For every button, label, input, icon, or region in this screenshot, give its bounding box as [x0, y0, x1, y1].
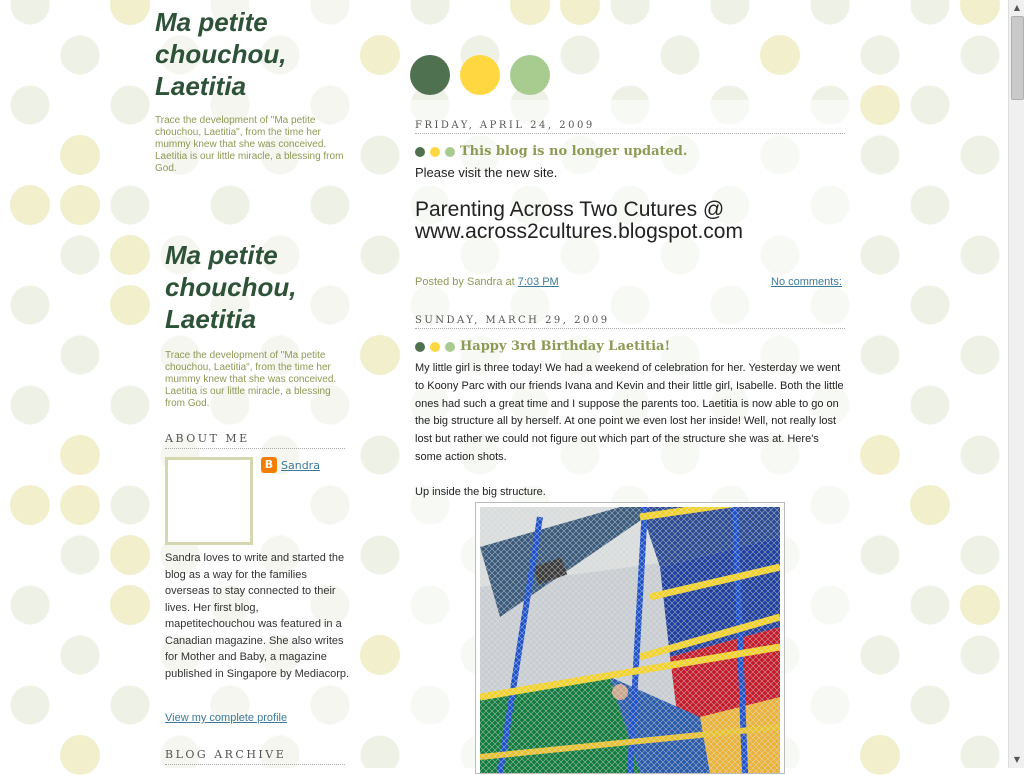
scroll-up-arrow-icon[interactable]: ▲ [1013, 3, 1021, 12]
bg-dot [760, 35, 800, 75]
bg-dot [110, 285, 150, 325]
bg-dot [10, 185, 50, 225]
title-dot-light-icon [445, 147, 455, 157]
post-body-line: Please visit the new site. [415, 165, 558, 180]
bg-dot [10, 485, 50, 525]
profile-avatar[interactable] [165, 457, 253, 545]
photo-caption: Up inside the big structure. [415, 486, 546, 498]
post-body: My little girl is three today! We had a weekend of celebration for her. Yesterday we went to Koony Parc with our friends Ivana and Kevin and their little girl, Isabelle. Both the little ones had such a great time and I suppose the parents too. Laetitia is now able to go on the big structure all by herself. At one point we even lost her inside! Well, not really lost lost but rather we could not figure out which part of the structure she was at. Here's some action shots. [415, 362, 844, 463]
header-dot-dark-green [410, 55, 450, 95]
play-structure-photo[interactable] [480, 507, 780, 773]
title-dot-yellow-icon [430, 147, 440, 157]
bg-dot [60, 185, 100, 225]
comments-link[interactable]: No comments: [771, 276, 842, 288]
bg-dot [110, 535, 150, 575]
bg-dot [910, 485, 950, 525]
post-footer [415, 276, 559, 288]
bg-dot [60, 135, 100, 175]
about-text: Sandra loves to write and started the blog as a way for the families overseas to stay connected to their lives. Her first blog, mapetitechouchou was featured in a Canadian magazine. She also writes for Mother and Baby, a magazine published in Singapore by Mediacorp. [165, 552, 350, 680]
post-title[interactable]: This blog is no longer updated. [460, 144, 688, 159]
bg-dot [860, 735, 900, 775]
scrollbar-thumb[interactable] [1011, 16, 1024, 100]
header-dot-yellow [460, 55, 500, 95]
bg-dot [860, 435, 900, 475]
view-profile-link[interactable]: View my complete profile [165, 712, 288, 724]
post-date-header: SUNDAY, MARCH 29, 2009 [415, 315, 845, 329]
post-title[interactable]: Happy 3rd Birthday Laetitia! [460, 339, 671, 354]
title-dot-dark-icon [415, 342, 425, 352]
bg-dot [360, 635, 400, 675]
title-dot-dark-icon [415, 147, 425, 157]
bg-dot [60, 735, 100, 775]
post-time-link[interactable]: 7:03 PM [517, 276, 559, 288]
profile-name-link[interactable]: Sandra [281, 459, 320, 472]
bg-dot [110, 235, 150, 275]
title-dot-light-icon [445, 342, 455, 352]
post-date-header: FRIDAY, APRIL 24, 2009 [415, 120, 845, 134]
bg-dot [360, 35, 400, 75]
header-dot-light-green [510, 55, 550, 95]
blog-archive-heading: BLOG ARCHIVE [165, 748, 345, 765]
vertical-scrollbar[interactable] [1008, 0, 1024, 768]
blogger-icon: B [261, 457, 277, 473]
bg-dot [960, 585, 1000, 625]
sidebar-description: Trace the development of "Ma petite chouchou, Laetitia", from the time her mummy knew that she was conceived. Laetitia is our little miracle, a blessing from God. [165, 350, 337, 409]
bg-dot [860, 85, 900, 125]
bg-dot [110, 585, 150, 625]
photo-illustration [480, 507, 780, 773]
bg-dot [60, 435, 100, 475]
sidebar-title: Ma petite chouchou, Laetitia [165, 240, 297, 334]
title-dot-yellow-icon [430, 342, 440, 352]
posted-by-text: Posted by Sandra at [415, 276, 515, 288]
post-big-text: Parenting Across Two Cutures @ www.across2cultures.blogspot.com [415, 198, 743, 243]
about-me-heading: ABOUT ME [165, 432, 345, 449]
bg-dot [360, 335, 400, 375]
photo-frame[interactable] [475, 502, 785, 774]
blog-title[interactable]: Ma petite chouchou, Laetitia [155, 7, 287, 101]
scroll-down-arrow-icon[interactable]: ▼ [1013, 755, 1021, 764]
blog-description: Trace the development of "Ma petite chouchou, Laetitia", from the time her mummy knew that she was conceived. Laetitia is our little miracle, a blessing from God. [155, 115, 344, 174]
bg-dot [60, 485, 100, 525]
